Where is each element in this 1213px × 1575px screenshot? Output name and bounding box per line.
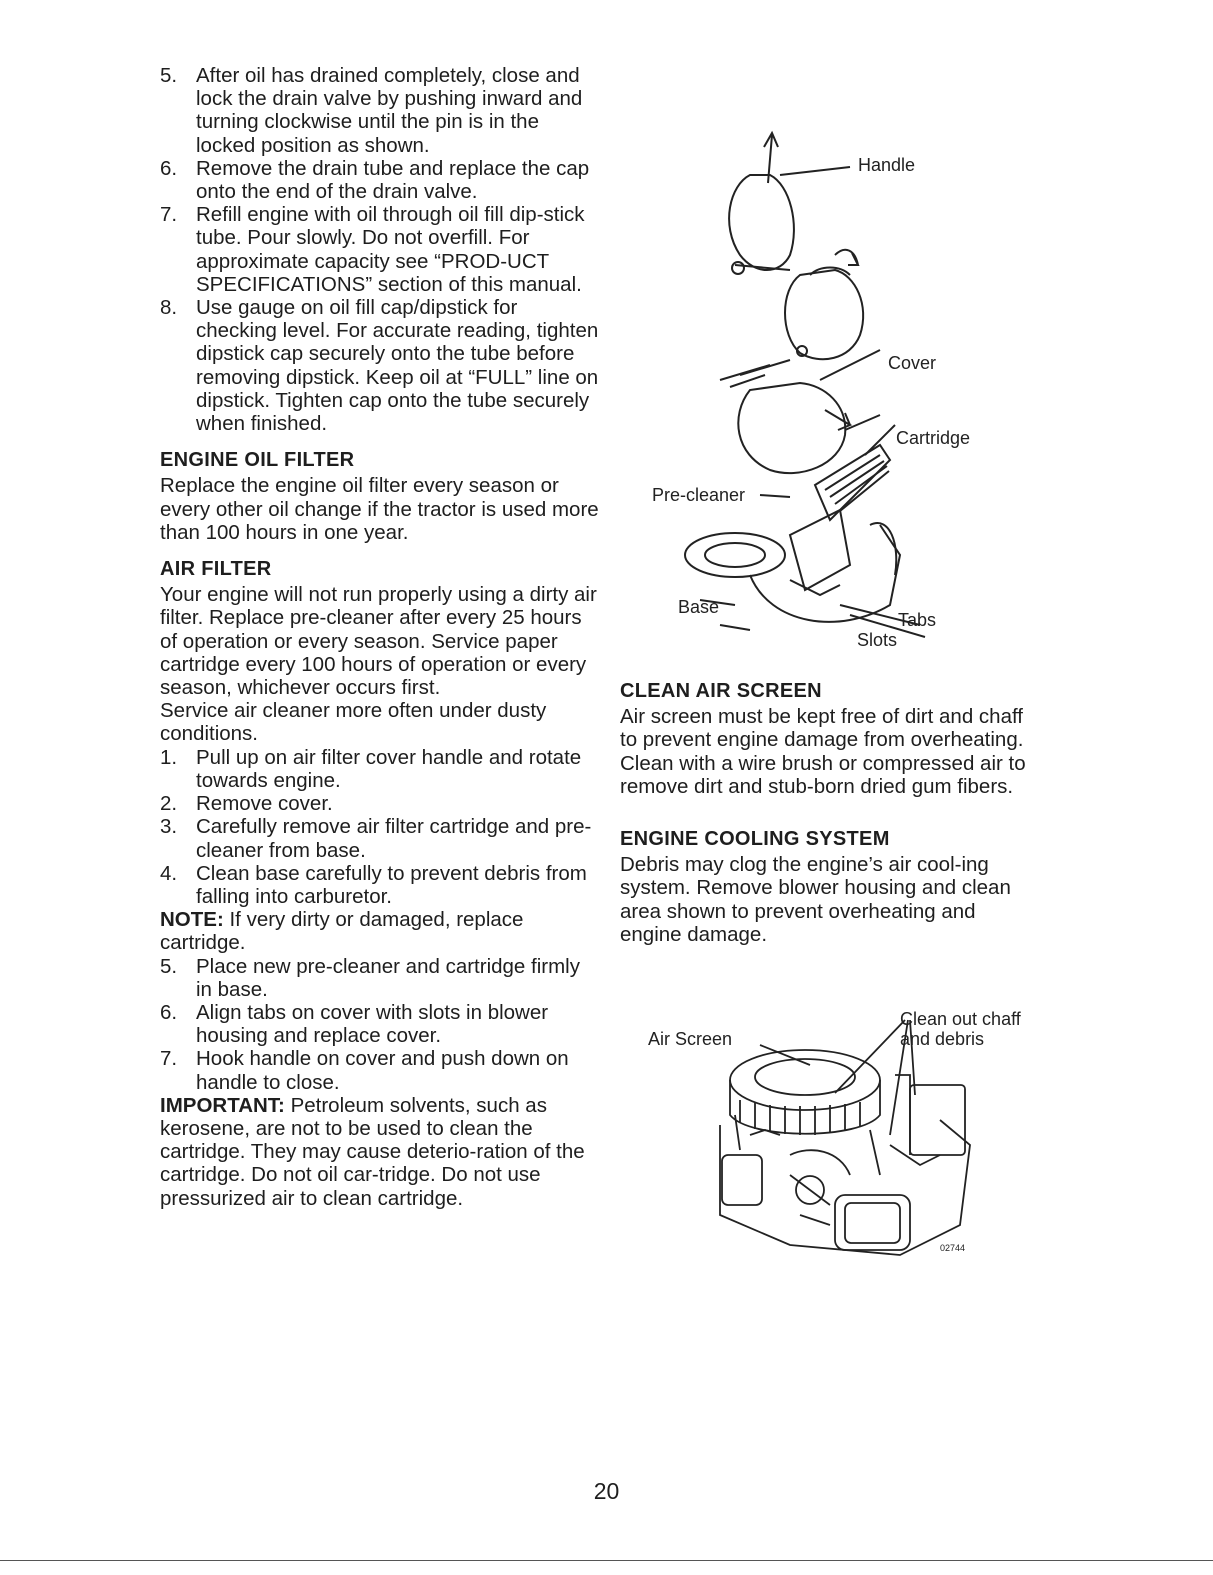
list-item: 1. Pull up on air filter cover handle and rotate towards engine. bbox=[160, 745, 582, 792]
label-pre-cleaner: Pre-cleaner bbox=[652, 485, 746, 505]
air-filter-important bbox=[160, 1094, 600, 1210]
engine-oil-filter-body: Replace the engine oil filter every season or every other oil change if the tractor is used more than 100 hours in one year. bbox=[160, 474, 599, 544]
engine-cooling-heading: ENGINE COOLING SYSTEM bbox=[620, 828, 890, 851]
list-item: 6. Align tabs on cover with slots in blower housing and replace cover. bbox=[160, 1000, 549, 1048]
label-slots: Slots bbox=[857, 630, 898, 650]
list-item: 7. Refill engine with oil through oil fill dip-stick tube. Pour slowly. Do not overfill. For approximate capacity see “PROD-UCT SPECIFICATIONS” section of this manual. bbox=[160, 203, 585, 296]
bottom-rule bbox=[0, 1560, 1213, 1561]
list-item: 5. After oil has drained completely, close and lock the drain valve by pushing inward and turning clockwise until the pin is in the locked position as shown. bbox=[160, 64, 583, 157]
oil-steps-list bbox=[160, 64, 600, 435]
air-filter-steps-a bbox=[160, 746, 600, 908]
important-label: IMPORTANT: bbox=[160, 1093, 285, 1117]
air-filter-note bbox=[160, 908, 600, 954]
list-item: 3. Carefully remove air filter cartridge and pre-cleaner from base. bbox=[160, 815, 592, 862]
label-base: Base bbox=[678, 597, 720, 617]
label-cover: Cover bbox=[888, 353, 937, 373]
air-filter-heading: AIR FILTER bbox=[160, 558, 272, 581]
engine-oil-filter-heading: ENGINE OIL FILTER bbox=[160, 449, 355, 472]
clean-air-screen-heading: CLEAN AIR SCREEN bbox=[620, 680, 822, 702]
page-number: 20 bbox=[593, 1478, 620, 1504]
note-label: NOTE: bbox=[160, 908, 224, 932]
air-filter-figure bbox=[640, 125, 980, 665]
left-column bbox=[160, 64, 600, 1210]
label-air-screen: Air Screen bbox=[648, 1029, 733, 1049]
list-item: 7. Hook handle on cover and push down on handle to close. bbox=[160, 1047, 569, 1094]
label-tabs: Tabs bbox=[898, 610, 937, 630]
air-filter-steps-b bbox=[160, 955, 600, 1094]
list-item: 6. Remove the drain tube and replace the cap onto the end of the drain valve. bbox=[160, 156, 590, 204]
label-handle: Handle bbox=[858, 155, 916, 175]
list-item: 2. Remove cover. bbox=[160, 792, 333, 816]
list-item: 5. Place new pre-cleaner and cartridge firmly in base. bbox=[160, 954, 580, 1001]
air-filter-intro-2: Service air cleaner more often under dusty conditions. bbox=[160, 699, 547, 746]
important-text: Petroleum solvents, such as kerosene, are not to be used to clean the cartridge. They may cause deterio-ration of the cartridge. Do not oil car-tridge. Do not use pressurized air to clean cartridge. bbox=[160, 1093, 585, 1210]
label-clean-out-line1: Clean out chaff bbox=[900, 1009, 1021, 1029]
list-item: 4. Clean base carefully to prevent debris from falling into carburetor. bbox=[160, 861, 587, 908]
label-clean-out-line2: and debris bbox=[900, 1029, 985, 1049]
air-filter-illustration bbox=[640, 125, 980, 665]
engine-cooling-body: Debris may clog the engine’s air cool-ing system. Remove blower housing and clean area shown to prevent overheating and engine damage. bbox=[620, 853, 1011, 946]
air-filter-intro: Your engine will not run properly using a dirty air filter. Replace pre-cleaner after every 25 hours of operation or every season. Service paper cartridge every 100 hours of operation or every season, whichever occurs first. bbox=[160, 583, 597, 700]
label-cartridge: Cartridge bbox=[896, 428, 971, 448]
list-item: 8. Use gauge on oil fill cap/dipstick for checking level. For accurate reading, tighten dipstick cap securely onto the tube before removing dipstick. Keep oil at “FULL” line on dipstick. Tighten cap onto the tube securely when finished. bbox=[160, 296, 599, 436]
note-text: If very dirty or damaged, replace cartridge. bbox=[160, 908, 524, 955]
engine-figure bbox=[640, 1005, 1040, 1265]
right-column bbox=[620, 680, 1040, 946]
clean-air-screen-body: Air screen must be kept free of dirt and chaff to prevent engine damage from overheating. Clean with a wire brush or compressed air to remove dirt and stub-born dried gum fibers. bbox=[620, 705, 1026, 798]
figure-code: 02744 bbox=[940, 1243, 966, 1253]
